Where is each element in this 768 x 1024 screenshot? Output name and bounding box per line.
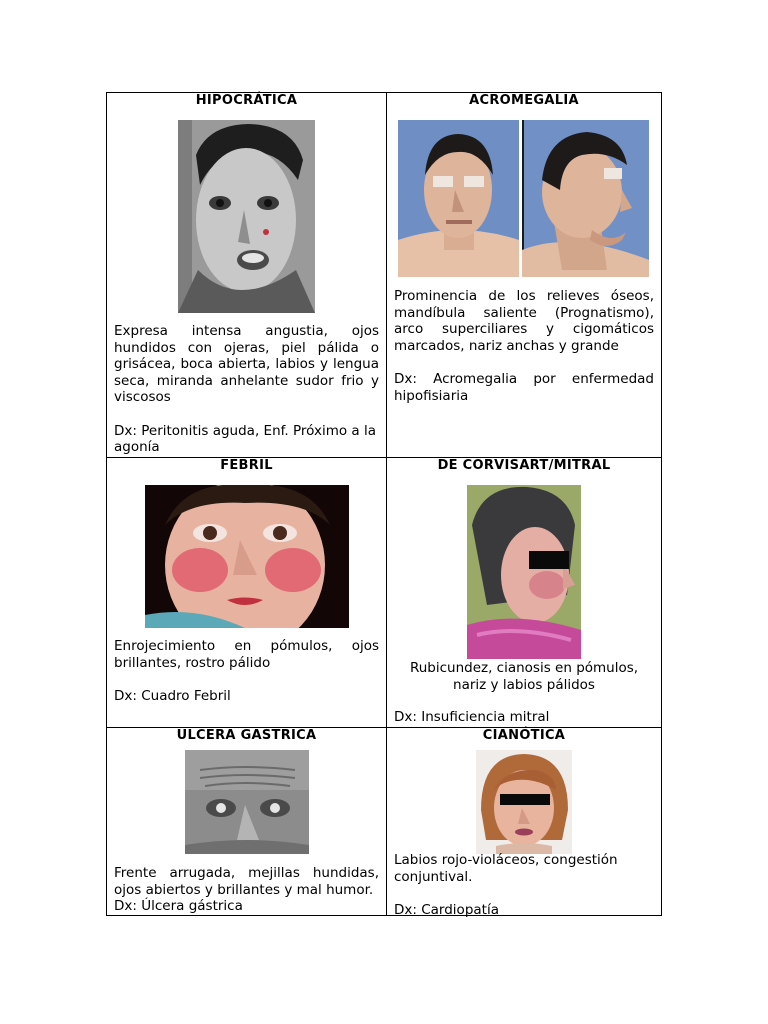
cell-title: FEBRIL: [220, 458, 273, 473]
cell-text: [114, 638, 379, 704]
cell-cianotica: [386, 727, 662, 916]
description: Enrojecimiento en pómulos, ojos brillantes, rostro pálido: [114, 638, 379, 671]
gastric-ulcer-face-photo: [185, 750, 309, 854]
cell-text: [114, 865, 379, 915]
cell-title: HIPOCRÁTICA: [195, 93, 298, 108]
febrile-child-photo: [145, 485, 349, 628]
description: Labios rojo-violáceos, congestión conjuntival.: [394, 852, 618, 885]
acromegaly-profile-photo: [522, 120, 649, 277]
cell-hipocratica: [106, 92, 387, 458]
cell-febril: [106, 457, 387, 728]
cell-acromegalia: [386, 92, 662, 458]
cell-text: [394, 852, 654, 918]
mitral-face-photo: [467, 485, 581, 659]
diagnosis: Dx: Cardiopatía: [394, 901, 499, 918]
diagnosis: Dx: Peritonitis aguda, Enf. Próximo a la agonía: [114, 422, 377, 456]
cell-text: [394, 288, 654, 404]
hippocratic-face-photo: [178, 120, 315, 313]
cell-text: [394, 660, 654, 693]
description: Prominencia de los relieves óseos, mandíbula saliente (Prognatismo), arco superciliares y cigomáticos marcados, nariz anchas y grande: [394, 288, 654, 354]
cell-corvisart-mitral: [386, 457, 662, 728]
description: Frente arrugada, mejillas hundidas, ojos abiertos y brillantes y mal humor.: [114, 865, 379, 898]
cell-title: ACROMEGALIA: [469, 93, 579, 108]
cell-title: CIANÓTICA: [482, 728, 566, 743]
acromegaly-front-photo: [398, 120, 519, 277]
diagnosis-block: [394, 709, 654, 726]
cyanotic-face-photo: [476, 750, 572, 854]
cell-title: ULCERA GASTRICA: [176, 728, 317, 743]
description: Rubicundez, cianosis en pómulos, nariz y labios pálidos: [409, 660, 639, 693]
diagnosis: Dx: Úlcera gástrica: [114, 898, 243, 915]
diagnosis: Dx: Acromegalia por enfermedad hipofisiaria: [394, 370, 654, 404]
cell-text: [114, 323, 379, 456]
cell-title: DE CORVISART/MITRAL: [437, 458, 611, 473]
description: Expresa intensa angustia, ojos hundidos con ojeras, piel pálida o grisácea, boca abierta, labios y lengua seca, miranda anhelante sudor frio y viscosos: [114, 323, 379, 406]
diagnosis: Dx: Cuadro Febril: [114, 687, 231, 704]
diagnosis: Dx: Insuficiencia mitral: [394, 709, 550, 725]
cell-ulcera-gastrica: [106, 727, 387, 916]
